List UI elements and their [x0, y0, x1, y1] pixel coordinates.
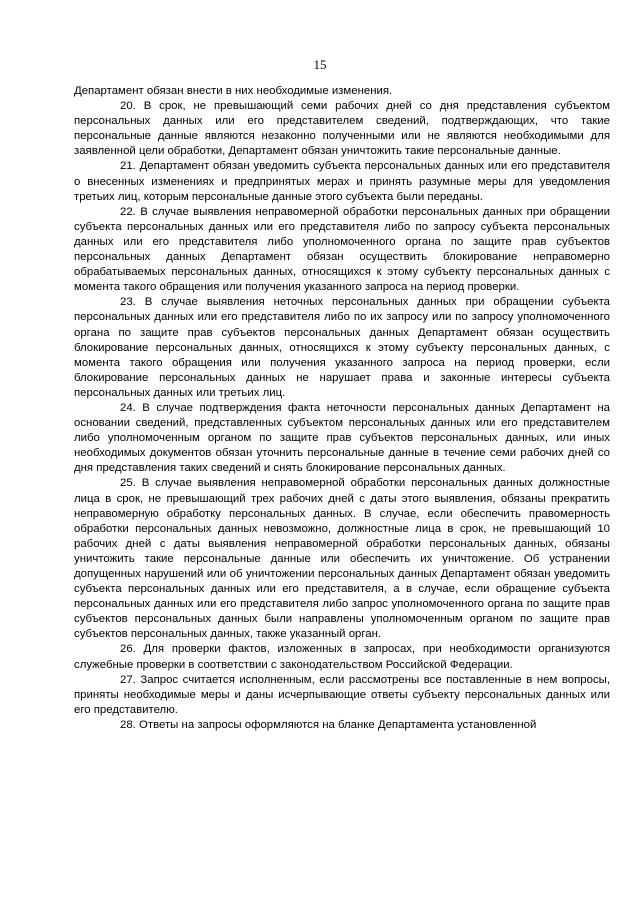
- paragraph-25: 25. В случае выявления неправомерной обработки персональных данных должностные лица в срок, не превышающий трех рабочих дней с даты этого выявления, обязаны прекратить неправомерную обработку персональных данных. В случае, если обеспечить правомерность обработки персональных данных невозможно, должностные лица в срок, не превышающий 10 рабочих дней с даты выявления неправомерной обработки персональных данных, обязаны уничтожить такие персональные данные или обеспечить их уничтожение. Об устранении допущенных нарушений или об уничтожении персональных данных Департамент обязан уведомить субъекта персональных данных или его представителя, а в случае, если обращение субъекта персональных данных или его представителя либо запрос уполномоченного органа по защите прав субъектов персональных данных были направлены уполномоченным органом по защите прав субъектов персональных данных, также указанный орган.: [74, 477, 610, 641]
- paragraph-20: 20. В срок, не превышающий семи рабочих дней со дня представления субъектом персональных данных или его представителем сведений, подтверждающих, что такие персональные данные являются незаконно полученными или не являются необходимыми для заявленной цели обработки, Департамент обязан уничтожить такие персональные данные.: [74, 100, 610, 158]
- paragraph-continuation: Департамент обязан внести в них необходимые изменения.: [74, 85, 393, 97]
- document-body: [74, 84, 610, 733]
- paragraph-23: 23. В случае выявления неточных персональных данных при обращении субъекта персональных данных или его представителя либо по их запросу или по запросу уполномоченного органа по защите прав субъектов персональных данных Департамент обязан осуществить блокирование персональных данных, относящихся к этому субъекту персональных данных, с момента такого обращения или получения указанного запроса на период проверки, если блокирование персональных данных не нарушает права и законные интересы субъекта персональных данных или третьих лиц.: [74, 296, 610, 399]
- page-number: 15: [313, 57, 327, 72]
- paragraph-27: 27. Запрос считается исполненным, если рассмотрены все поставленные в нем вопросы, приняты необходимые меры и даны исчерпывающие ответы субъекту персональных данных или его представителю.: [74, 673, 610, 716]
- paragraph-22: 22. В случае выявления неправомерной обработки персональных данных при обращении субъекта персональных данных или его представителя либо по запросу субъекта персональных данных или его представителя либо уполномоченного органа по защите прав субъектов персональных данных Департамент обязан осуществить блокирование неправомерно обрабатываемых персональных данных, относящихся к этому субъекту персональных данных с момента такого обращения или получения указанного запроса на период проверки.: [74, 205, 610, 294]
- paragraph-24: 24. В случае подтверждения факта неточности персональных данных Департамент на основании сведений, представленных субъектом персональных данных или его представителем либо уполномоченным органом по защите прав субъектов персональных данных, или иных необходимых документов обязан уточнить персональные данные в течение семи рабочих дней со дня представления таких сведений и снять блокирование персональных данных.: [74, 401, 610, 475]
- paragraph-28: 28. Ответы на запросы оформляются на бланке Департамента установленной: [120, 718, 537, 731]
- paragraph-21: 21. Департамент обязан уведомить субъекта персональных данных или его представителя о внесенных изменениях и предпринятых мерах и принять разумные меры для уведомления третьих лиц, которым персональные данные этого субъекта были переданы.: [74, 160, 610, 203]
- paragraph-26: 26. Для проверки фактов, изложенных в запросах, при необходимости организуются служебные проверки в соответствии с законодательством Российской Федерации.: [74, 643, 610, 671]
